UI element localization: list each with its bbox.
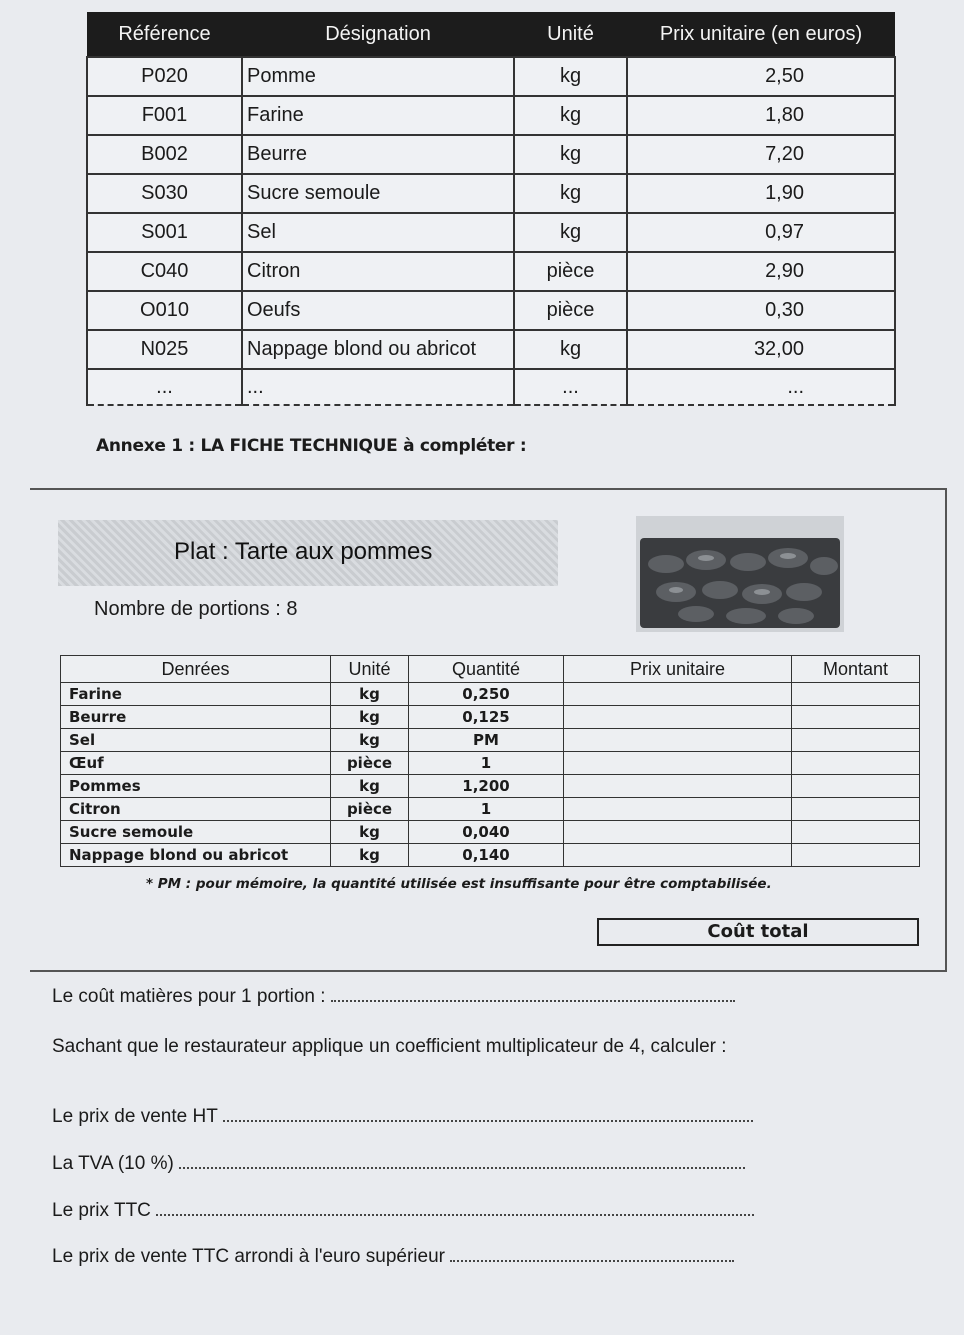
cell-reference: B002 — [87, 135, 242, 174]
cell-unite: kg — [331, 683, 409, 706]
cell-unite: pièce — [514, 291, 627, 330]
cell-quantite: 0,125 — [409, 706, 564, 729]
cell-denree: Œuf — [61, 752, 331, 775]
cell-designation: Oeufs — [242, 291, 514, 330]
cell-denree: Beurre — [61, 706, 331, 729]
cell-prix-unitaire-input[interactable] — [564, 683, 792, 706]
ingredient-row — [61, 798, 920, 821]
cell-designation: Sucre semoule — [242, 174, 514, 213]
cell-montant-input[interactable] — [792, 683, 920, 706]
cell-denree: Nappage blond ou abricot — [61, 844, 331, 867]
cell-unite: kg — [331, 844, 409, 867]
question-prix-ht — [52, 1106, 753, 1128]
cell-designation: Nappage blond ou abricot — [242, 330, 514, 369]
cell-unite: pièce — [331, 798, 409, 821]
header-prix-unitaire: Prix unitaire — [564, 656, 792, 683]
pm-note: * PM : pour mémoire, la quantité utilisée est insuffisante pour être comptabilisée. — [146, 876, 772, 892]
question-cout-portion-label: Le coût matières pour 1 portion : — [52, 986, 326, 1007]
cell-quantite: 0,250 — [409, 683, 564, 706]
answer-prix-arrondi-field[interactable] — [450, 1246, 734, 1262]
ingredient-row — [61, 706, 920, 729]
cell-unite: kg — [331, 821, 409, 844]
cell-prix: 1,90 — [627, 174, 895, 213]
cell-prix: 0,30 — [627, 291, 895, 330]
cell-prix: 2,50 — [627, 57, 895, 96]
ingredient-row — [61, 752, 920, 775]
cell-prix-unitaire-input[interactable] — [564, 775, 792, 798]
cell-quantite: PM — [409, 729, 564, 752]
cell-reference: O010 — [87, 291, 242, 330]
cell-unite: kg — [514, 57, 627, 96]
cell-designation: Sel — [242, 213, 514, 252]
cell-reference: S030 — [87, 174, 242, 213]
cell-reference: C040 — [87, 252, 242, 291]
cell-montant-input[interactable] — [792, 729, 920, 752]
cell-reference: N025 — [87, 330, 242, 369]
cell-quantite: 0,140 — [409, 844, 564, 867]
price-row — [87, 369, 895, 405]
price-table-header — [87, 12, 895, 57]
price-row — [87, 57, 895, 96]
cell-designation: Farine — [242, 96, 514, 135]
ingredients-table — [60, 655, 920, 867]
ingredient-row — [61, 844, 920, 867]
question-prix-ht-label: Le prix de vente HT — [52, 1106, 218, 1127]
annex-title: Annexe 1 : LA FICHE TECHNIQUE à compléter : — [96, 436, 527, 456]
cell-reference: F001 — [87, 96, 242, 135]
cell-prix: ... — [627, 369, 895, 405]
question-prix-ttc — [52, 1200, 754, 1222]
header-prix-unitaire: Prix unitaire (en euros) — [627, 12, 895, 57]
cell-prix-unitaire-input[interactable] — [564, 821, 792, 844]
question-prix-ttc-label: Le prix TTC — [52, 1200, 151, 1221]
cell-quantite: 1,200 — [409, 775, 564, 798]
cout-total-box[interactable]: Coût total — [597, 918, 919, 946]
cell-unite: kg — [514, 174, 627, 213]
cell-prix: 32,00 — [627, 330, 895, 369]
price-row — [87, 291, 895, 330]
cell-denree: Farine — [61, 683, 331, 706]
ingredient-row — [61, 683, 920, 706]
cell-unite: pièce — [514, 252, 627, 291]
cell-unite: kg — [514, 96, 627, 135]
price-row — [87, 174, 895, 213]
plat-title: Plat : Tarte aux pommes — [174, 538, 433, 565]
cell-denree: Sucre semoule — [61, 821, 331, 844]
header-quantite: Quantité — [409, 656, 564, 683]
ingredient-row — [61, 775, 920, 798]
header-reference: Référence — [87, 12, 242, 57]
header-denrees: Denrées — [61, 656, 331, 683]
cell-prix: 2,90 — [627, 252, 895, 291]
portions-count: Nombre de portions : 8 — [94, 598, 298, 620]
question-tva — [52, 1153, 745, 1175]
header-unite: Unité — [331, 656, 409, 683]
question-cout-portion — [52, 986, 735, 1008]
price-row — [87, 135, 895, 174]
question-prix-arrondi — [52, 1246, 734, 1268]
cell-reference: P020 — [87, 57, 242, 96]
cell-unite: pièce — [331, 752, 409, 775]
cell-montant-input[interactable] — [792, 798, 920, 821]
cell-designation: ... — [242, 369, 514, 405]
cell-unite: kg — [331, 775, 409, 798]
header-montant: Montant — [792, 656, 920, 683]
cell-prix-unitaire-input[interactable] — [564, 844, 792, 867]
cell-montant-input[interactable] — [792, 821, 920, 844]
price-row — [87, 213, 895, 252]
cell-prix: 1,80 — [627, 96, 895, 135]
cell-unite: kg — [331, 729, 409, 752]
cell-prix-unitaire-input[interactable] — [564, 752, 792, 775]
cell-montant-input[interactable] — [792, 752, 920, 775]
cell-prix-unitaire-input[interactable] — [564, 729, 792, 752]
cell-montant-input[interactable] — [792, 775, 920, 798]
cell-quantite: 0,040 — [409, 821, 564, 844]
cell-quantite: 1 — [409, 798, 564, 821]
header-unite: Unité — [514, 12, 627, 57]
cell-quantite: 1 — [409, 752, 564, 775]
cell-prix-unitaire-input[interactable] — [564, 706, 792, 729]
question-prix-arrondi-label: Le prix de vente TTC arrondi à l'euro supérieur — [52, 1246, 445, 1267]
ingredient-row — [61, 729, 920, 752]
answer-prix-ht-field[interactable] — [223, 1106, 753, 1122]
cell-denree: Sel — [61, 729, 331, 752]
ingredients-header — [61, 656, 920, 683]
price-table — [86, 12, 896, 406]
price-row — [87, 330, 895, 369]
answer-prix-ttc-field[interactable] — [156, 1200, 754, 1216]
cell-prix: 0,97 — [627, 213, 895, 252]
cell-montant-input[interactable] — [792, 706, 920, 729]
answer-tva-field[interactable] — [179, 1153, 745, 1169]
cell-designation: Pomme — [242, 57, 514, 96]
instruction-text: Sachant que le restaurateur applique un coefficient multiplicateur de 4, calculer : — [52, 1036, 727, 1057]
cell-prix-unitaire-input[interactable] — [564, 798, 792, 821]
cell-montant-input[interactable] — [792, 844, 920, 867]
question-tva-label: La TVA (10 %) — [52, 1153, 174, 1174]
cell-prix: 7,20 — [627, 135, 895, 174]
cell-reference: S001 — [87, 213, 242, 252]
tarte-photo — [636, 516, 844, 632]
header-designation: Désignation — [242, 12, 514, 57]
cell-denree: Pommes — [61, 775, 331, 798]
cell-unite: kg — [514, 213, 627, 252]
cell-reference: ... — [87, 369, 242, 405]
ingredient-row — [61, 821, 920, 844]
cell-denree: Citron — [61, 798, 331, 821]
answer-cout-portion-field[interactable] — [331, 986, 735, 1002]
price-row — [87, 96, 895, 135]
price-row — [87, 252, 895, 291]
cell-unite: kg — [514, 330, 627, 369]
cell-unite: ... — [514, 369, 627, 405]
cell-designation: Beurre — [242, 135, 514, 174]
cell-designation: Citron — [242, 252, 514, 291]
cell-unite: kg — [331, 706, 409, 729]
cell-unite: kg — [514, 135, 627, 174]
